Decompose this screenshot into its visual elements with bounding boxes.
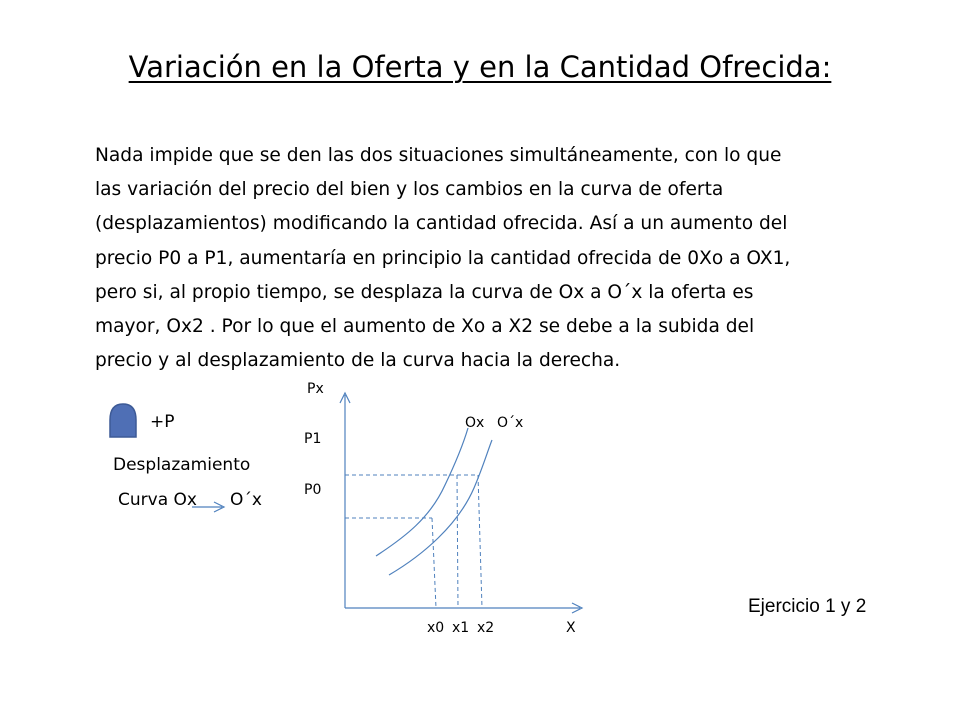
quantity-label-x2: x2 [477,620,495,636]
x-axis-label: X [566,620,576,636]
from-curve-label: Curva Ox [118,490,197,510]
supply-curve-o-prime-x [389,440,492,575]
slide-title: Variación en la Oferta y en la Cantidad Ofrecida: [128,50,832,84]
x2-guide-line [478,475,482,608]
supply-curve-ox [376,428,468,556]
shift-label: Desplazamiento [113,455,251,475]
exercise-reference: Ejercicio 1 y 2 [748,596,867,617]
quantity-label-x0: x0 [427,620,445,636]
paragraph-line: mayor, Ox2 . Por lo que el aumento de Xo a X2 se debe a la subida del [95,316,755,338]
paragraph-line: pero si, al propio tiempo, se desplaza la curva de Ox a O´x la oferta es [95,281,754,303]
paragraph-line: Nada impide que se den las dos situaciones simultáneamente, con lo que [95,145,782,166]
y-axis-label: Px [307,381,324,397]
x1-guide-line [457,475,458,608]
price-change-label: +P [150,412,175,432]
quantity-label-x1: x1 [452,620,470,636]
paragraph-line: (desplazamientos) modificando la cantidad ofrecida. Así a un aumento del [95,213,788,235]
paragraph-line: precio y al desplazamiento de la curva hacia la derecha. [95,350,621,372]
x0-guide-line [432,518,436,608]
curve-label-o-prime-x: O´x [497,415,524,431]
price-label-p1: P1 [304,431,322,447]
curve-label-ox: Ox [465,415,485,431]
to-curve-label: O´x [230,490,262,510]
paragraph-line: las variación del precio del bien y los cambios en la curva de oferta [95,179,724,201]
paragraph-line: precio P0 a P1, aumentaría en principio la cantidad ofrecida de 0Xo a OX1, [95,247,791,269]
price-label-p0: P0 [304,482,322,498]
